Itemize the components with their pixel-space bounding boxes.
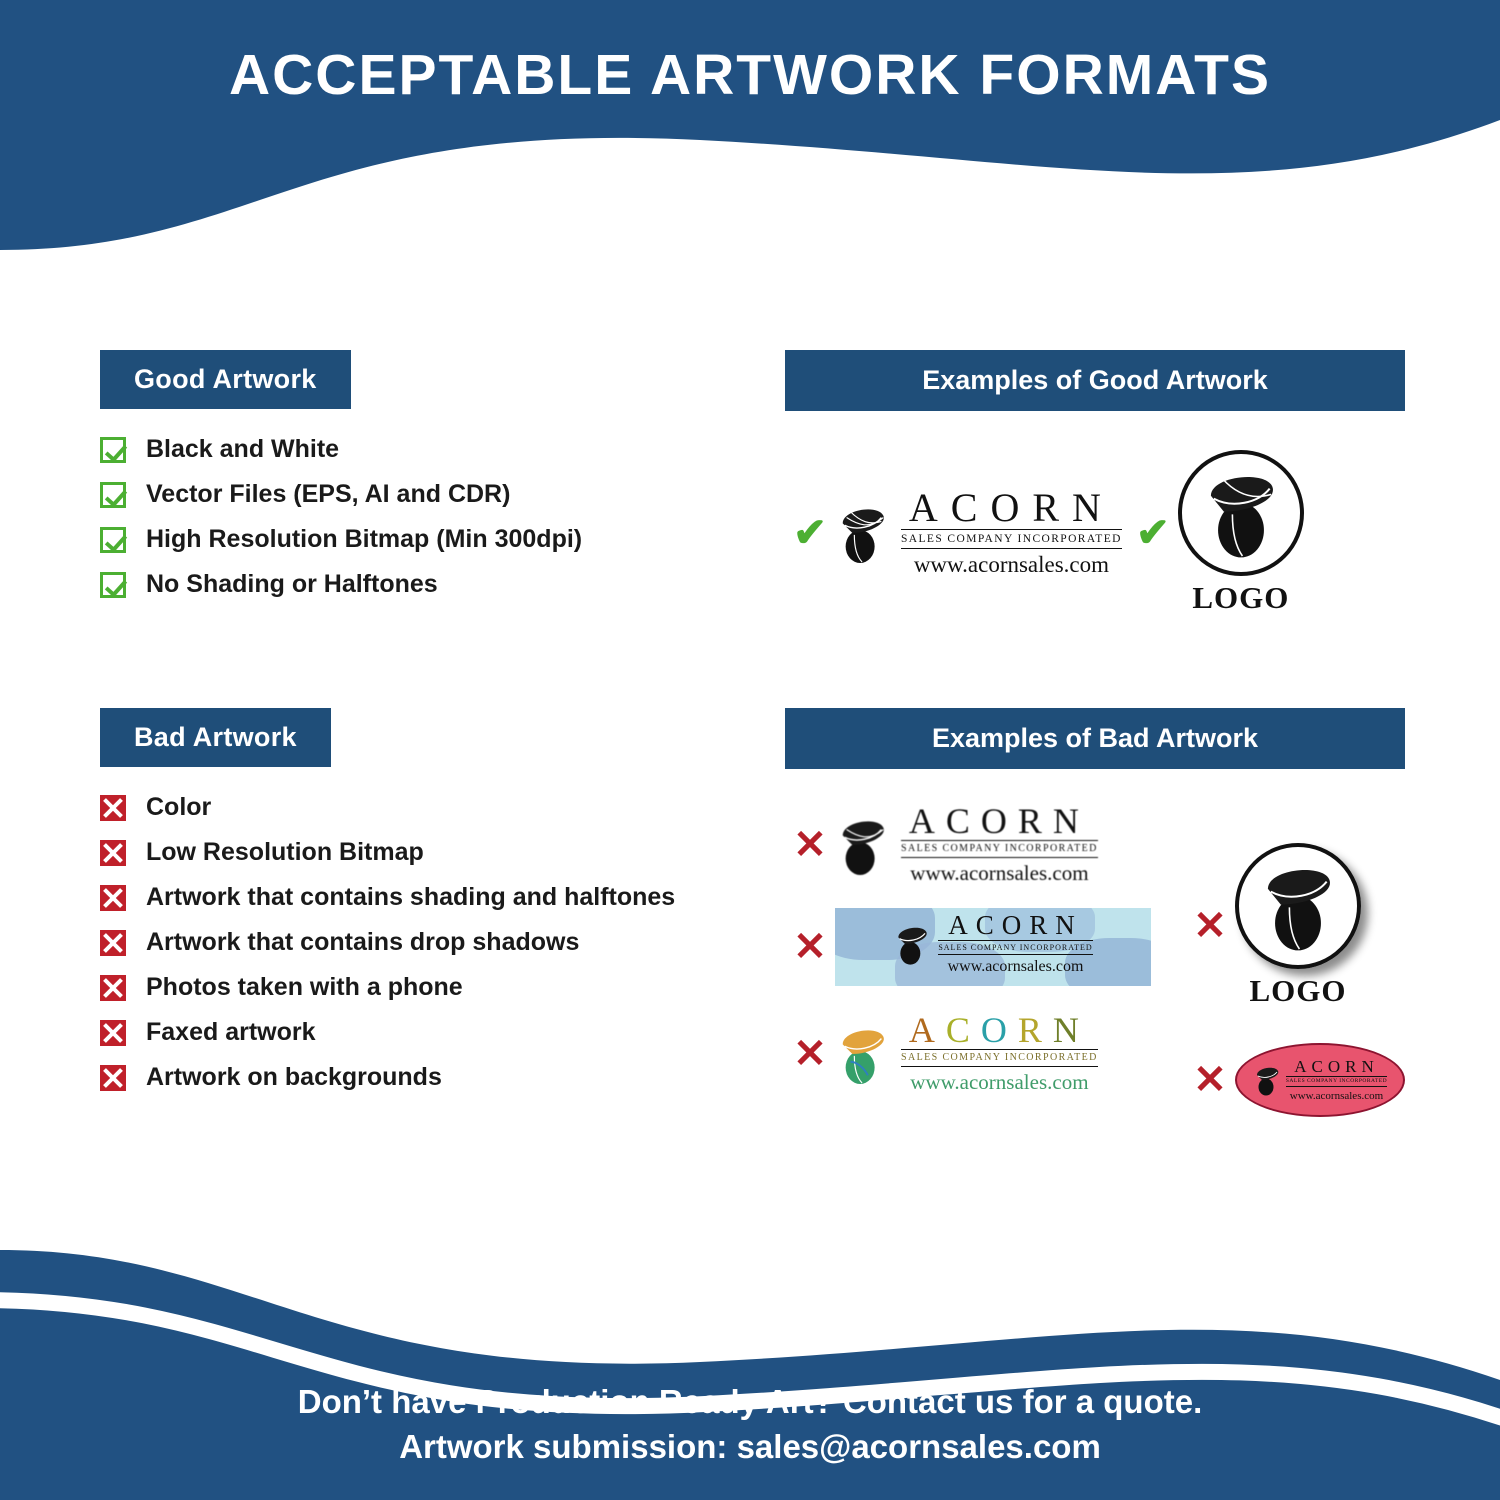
example-item [785,1012,1185,1095]
acorn-subtitle: SALES COMPANY INCORPORATED [938,940,1092,955]
list-item [100,435,582,464]
acorn-icon [1253,1063,1283,1097]
list-item-label: No Shading or Halftones [146,570,438,598]
examples-good-section [785,350,1405,615]
bad-artwork-list [100,793,675,1092]
page-title: ACCEPTABLE ARTWORK FORMATS [228,43,1271,107]
list-item [100,928,675,957]
checkbox-icon [100,572,146,598]
checkbox-icon [100,482,146,508]
list-item [100,793,675,822]
checkbox-icon [100,527,146,553]
check-icon: ✔ [793,511,827,555]
example-item [785,908,1185,986]
list-item-label: Vector Files (EPS, AI and CDR) [146,480,511,508]
cross-icon: ✕ [1193,904,1227,948]
acorn-word: ACORN [1294,1056,1379,1076]
footer [0,1350,1500,1500]
examples-good-rows [785,450,1405,626]
cross-icon: ✕ [1193,1058,1227,1102]
examples-good-header: Examples of Good Artwork [785,350,1405,411]
bad-artwork-section [100,708,675,1108]
list-item-label: Photos taken with a phone [146,973,463,1001]
acorn-icon [835,502,893,564]
acorn-icon [1255,858,1341,954]
list-item-label: Low Resolution Bitmap [146,838,424,866]
logo-caption: LOGO [1249,973,1347,1008]
acorn-icon [893,922,933,966]
x-box-icon [100,840,146,866]
acorn-url: www.acornsales.com [910,861,1089,885]
examples-bad-header: Examples of Bad Artwork [785,708,1405,769]
example-item [1185,1043,1405,1117]
acorn-word: ACORN [908,1010,1090,1050]
acorn-url: www.acornsales.com [947,958,1084,976]
acorn-subtitle: SALES COMPANY INCORPORATED [901,529,1122,549]
x-box-icon [100,795,146,821]
cross-icon: ✕ [793,925,827,969]
check-icon: ✔ [1136,511,1170,555]
list-item-label: Faxed artwork [146,1018,316,1046]
logo-circle [1235,843,1361,969]
good-artwork-section [100,350,582,615]
example-item [1185,843,1405,1009]
list-item [100,1063,675,1092]
list-item [100,480,582,509]
acorn-url: www.acornsales.com [910,1070,1089,1094]
example-item [785,803,1185,886]
acorn-icon [835,814,893,876]
list-item [100,570,582,599]
acorn-subtitle: SALES COMPANY INCORPORATED [901,1049,1098,1067]
footer-line-1: Don’t have Production Ready Art? Contact us for a quote. [297,1383,1203,1421]
list-item-label: Color [146,793,212,821]
good-artwork-header: Good Artwork [100,350,351,409]
acorn-logo-badge [1178,450,1304,616]
content-area [0,330,1500,1410]
cross-icon: ✕ [793,822,827,867]
examples-bad-rows [785,803,1405,1127]
acorn-word: ACORN [948,910,1083,940]
checkbox-icon [100,437,146,463]
examples-bad-left-stack [785,803,1185,1127]
list-item-label: Artwork on backgrounds [146,1063,442,1091]
acorn-url: www.acornsales.com [1289,1090,1384,1103]
x-box-icon [100,885,146,911]
list-item-label: Black and White [146,435,340,463]
x-box-icon [100,930,146,956]
x-box-icon [100,1065,146,1091]
list-item-label: Artwork that contains drop shadows [146,928,580,956]
acorn-word: ACORN [908,484,1114,530]
acorn-oval-color [1235,1043,1405,1117]
example-item [785,450,1405,616]
acorn-url: www.acornsales.com [913,552,1110,578]
acorn-wordmark [835,484,1122,578]
footer-line-2: Artwork submission: sales@acornsales.com [399,1428,1101,1465]
acorn-icon [1198,465,1284,561]
x-box-icon [100,1020,146,1046]
cross-icon: ✕ [793,1031,827,1076]
list-item [100,1018,675,1047]
acorn-wordmark-lowres [835,803,1098,886]
examples-bad-right-stack [1185,803,1405,1127]
logo-circle [1178,450,1304,576]
list-item [100,973,675,1002]
acorn-wordmark-background [835,908,1151,986]
bad-artwork-header: Bad Artwork [100,708,331,767]
good-artwork-list [100,435,582,599]
examples-bad-section [785,708,1405,1103]
acorn-subtitle: SALES COMPANY INCORPORATED [1286,1076,1387,1088]
list-item [100,525,582,554]
list-item [100,838,675,867]
acorn-word: ACORN [908,801,1090,841]
list-item-label: Artwork that contains shading and halftones [146,883,676,911]
acorn-icon [835,1023,893,1085]
acorn-subtitle: SALES COMPANY INCORPORATED [901,840,1098,858]
list-item [100,883,675,912]
x-box-icon [100,975,146,1001]
acorn-wordmark-color [835,1012,1098,1095]
list-item-label: High Resolution Bitmap (Min 300dpi) [146,525,583,553]
logo-caption: LOGO [1192,580,1290,615]
acorn-logo-badge-shadow [1235,843,1361,1009]
